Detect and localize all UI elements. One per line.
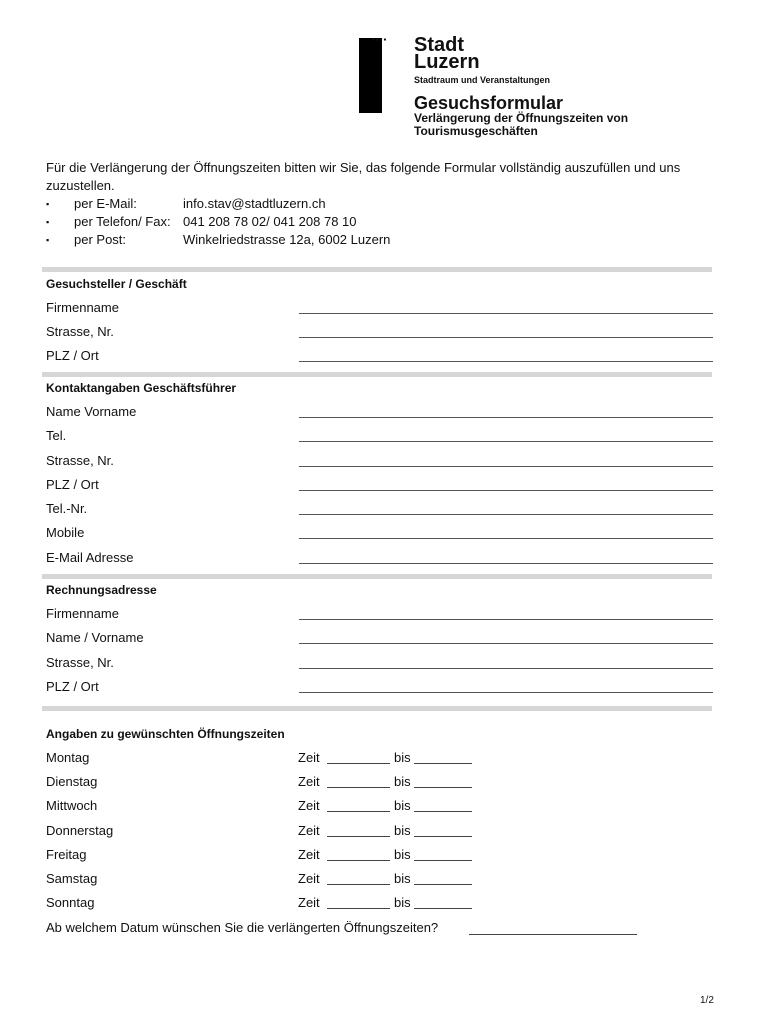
intro-text: Für die Verlängerung der Öffnungszeiten bitten wir Sie, das folgende Formular vollständig auszufüllen und uns zuzustellen. xyxy=(46,160,681,193)
section-heading-applicant: Gesuchsteller / Geschäft xyxy=(46,277,187,291)
bis-label: bis xyxy=(394,847,411,862)
input-line-thursday-from[interactable] xyxy=(327,836,390,837)
section-divider xyxy=(42,574,712,579)
day-label-wednesday: Mittwoch xyxy=(46,798,98,813)
input-line-thursday-to[interactable] xyxy=(414,836,472,837)
day-label-saturday: Samstag xyxy=(46,871,98,886)
contact-method: per Post: xyxy=(74,232,127,247)
logo-bar xyxy=(359,38,382,113)
bullet-icon: ▪ xyxy=(46,217,50,227)
input-line-email[interactable] xyxy=(299,563,713,564)
bullet-icon: ▪ xyxy=(46,235,50,245)
zeit-label: Zeit xyxy=(298,774,320,789)
contact-post-value: Winkelriedstrasse 12a, 6002 Luzern xyxy=(183,232,391,247)
field-label-company: Firmenname xyxy=(46,300,119,315)
bullet-icon: ▪ xyxy=(46,199,50,209)
bis-label: bis xyxy=(394,895,411,910)
input-line-sunday-to[interactable] xyxy=(414,908,472,909)
zeit-label: Zeit xyxy=(298,798,320,813)
contact-method: per E-Mail: xyxy=(74,196,137,211)
section-divider xyxy=(42,706,712,711)
input-line-street[interactable] xyxy=(299,337,713,338)
day-label-thursday: Donnerstag xyxy=(46,823,114,838)
section-heading-billing: Rechnungsadresse xyxy=(46,583,157,597)
field-label-mobile: Mobile xyxy=(46,525,85,540)
field-label-zip-city: PLZ / Ort xyxy=(46,679,99,694)
field-label-zip-city: PLZ / Ort xyxy=(46,477,99,492)
input-line-zip-city[interactable] xyxy=(299,490,713,491)
subtitle-line1: Verlängerung der Öffnungszeiten von xyxy=(414,111,629,125)
zeit-label: Zeit xyxy=(298,823,320,838)
bis-label: bis xyxy=(394,750,411,765)
section-divider xyxy=(42,267,712,272)
document-subtitle xyxy=(414,112,714,138)
day-label-tuesday: Dienstag xyxy=(46,774,98,789)
contact-method: per Telefon/ Fax: xyxy=(74,214,171,229)
contact-phone-value: 041 208 78 02/ 041 208 78 10 xyxy=(183,214,357,229)
document-title: Gesuchsformular xyxy=(414,93,564,113)
input-line-monday-from[interactable] xyxy=(327,763,390,764)
bis-label: bis xyxy=(394,798,411,813)
field-label-tel-nr: Tel.-Nr. xyxy=(46,501,88,516)
input-line-saturday-from[interactable] xyxy=(327,884,390,885)
input-line-tuesday-to[interactable] xyxy=(414,787,472,788)
subtitle-line2: Tourismusgeschäften xyxy=(414,124,538,138)
start-date-question: Ab welchem Datum wünschen Sie die verlängerten Öffnungszeiten? xyxy=(46,920,439,935)
field-label-name: Name / Vorname xyxy=(46,630,144,645)
input-line-friday-from[interactable] xyxy=(327,860,390,861)
zeit-label: Zeit xyxy=(298,895,320,910)
zeit-label: Zeit xyxy=(298,750,320,765)
bis-label: bis xyxy=(394,823,411,838)
logo-dots: ▪▪▪▪ xyxy=(372,35,388,44)
input-line-tuesday-from[interactable] xyxy=(327,787,390,788)
section-divider xyxy=(42,372,712,377)
logo-department: Stadtraum und Veranstaltungen xyxy=(414,75,551,85)
input-line-street[interactable] xyxy=(299,466,713,467)
field-label-tel: Tel. xyxy=(46,428,67,443)
page-number: 1/2 xyxy=(700,995,714,1006)
field-label-zip-city: PLZ / Ort xyxy=(46,348,99,363)
input-line-name[interactable] xyxy=(299,643,713,644)
day-label-sunday: Sonntag xyxy=(46,895,95,910)
zeit-label: Zeit xyxy=(298,871,320,886)
input-line-tel[interactable] xyxy=(299,441,713,442)
input-line-zip-city[interactable] xyxy=(299,361,713,362)
input-line-friday-to[interactable] xyxy=(414,860,472,861)
day-label-monday: Montag xyxy=(46,750,90,765)
input-line-start-date[interactable] xyxy=(469,934,637,935)
input-line-saturday-to[interactable] xyxy=(414,884,472,885)
input-line-tel-nr[interactable] xyxy=(299,514,713,515)
input-line-name[interactable] xyxy=(299,417,713,418)
input-line-monday-to[interactable] xyxy=(414,763,472,764)
field-label-street: Strasse, Nr. xyxy=(46,655,114,670)
field-label-street: Strasse, Nr. xyxy=(46,324,114,339)
field-label-email: E-Mail Adresse xyxy=(46,550,134,565)
section-heading-hours: Angaben zu gewünschten Öffnungszeiten xyxy=(46,727,285,741)
field-label-street: Strasse, Nr. xyxy=(46,453,114,468)
input-line-sunday-from[interactable] xyxy=(327,908,390,909)
logo-city-line1: Stadt xyxy=(414,34,464,56)
field-label-company: Firmenname xyxy=(46,606,119,621)
day-label-friday: Freitag xyxy=(46,847,87,862)
bis-label: bis xyxy=(394,871,411,886)
zeit-label: Zeit xyxy=(298,847,320,862)
input-line-company[interactable] xyxy=(299,313,713,314)
section-heading-contact: Kontaktangaben Geschäftsführer xyxy=(46,381,237,395)
input-line-zip-city[interactable] xyxy=(299,692,713,693)
input-line-company[interactable] xyxy=(299,619,713,620)
input-line-street[interactable] xyxy=(299,668,713,669)
input-line-wednesday-to[interactable] xyxy=(414,811,472,812)
bis-label: bis xyxy=(394,774,411,789)
input-line-wednesday-from[interactable] xyxy=(327,811,390,812)
field-label-name: Name Vorname xyxy=(46,404,137,419)
logo-city-line2: Luzern xyxy=(414,51,480,73)
contact-email-value[interactable]: info.stav@stadtluzern.ch xyxy=(183,196,326,211)
input-line-mobile[interactable] xyxy=(299,538,713,539)
